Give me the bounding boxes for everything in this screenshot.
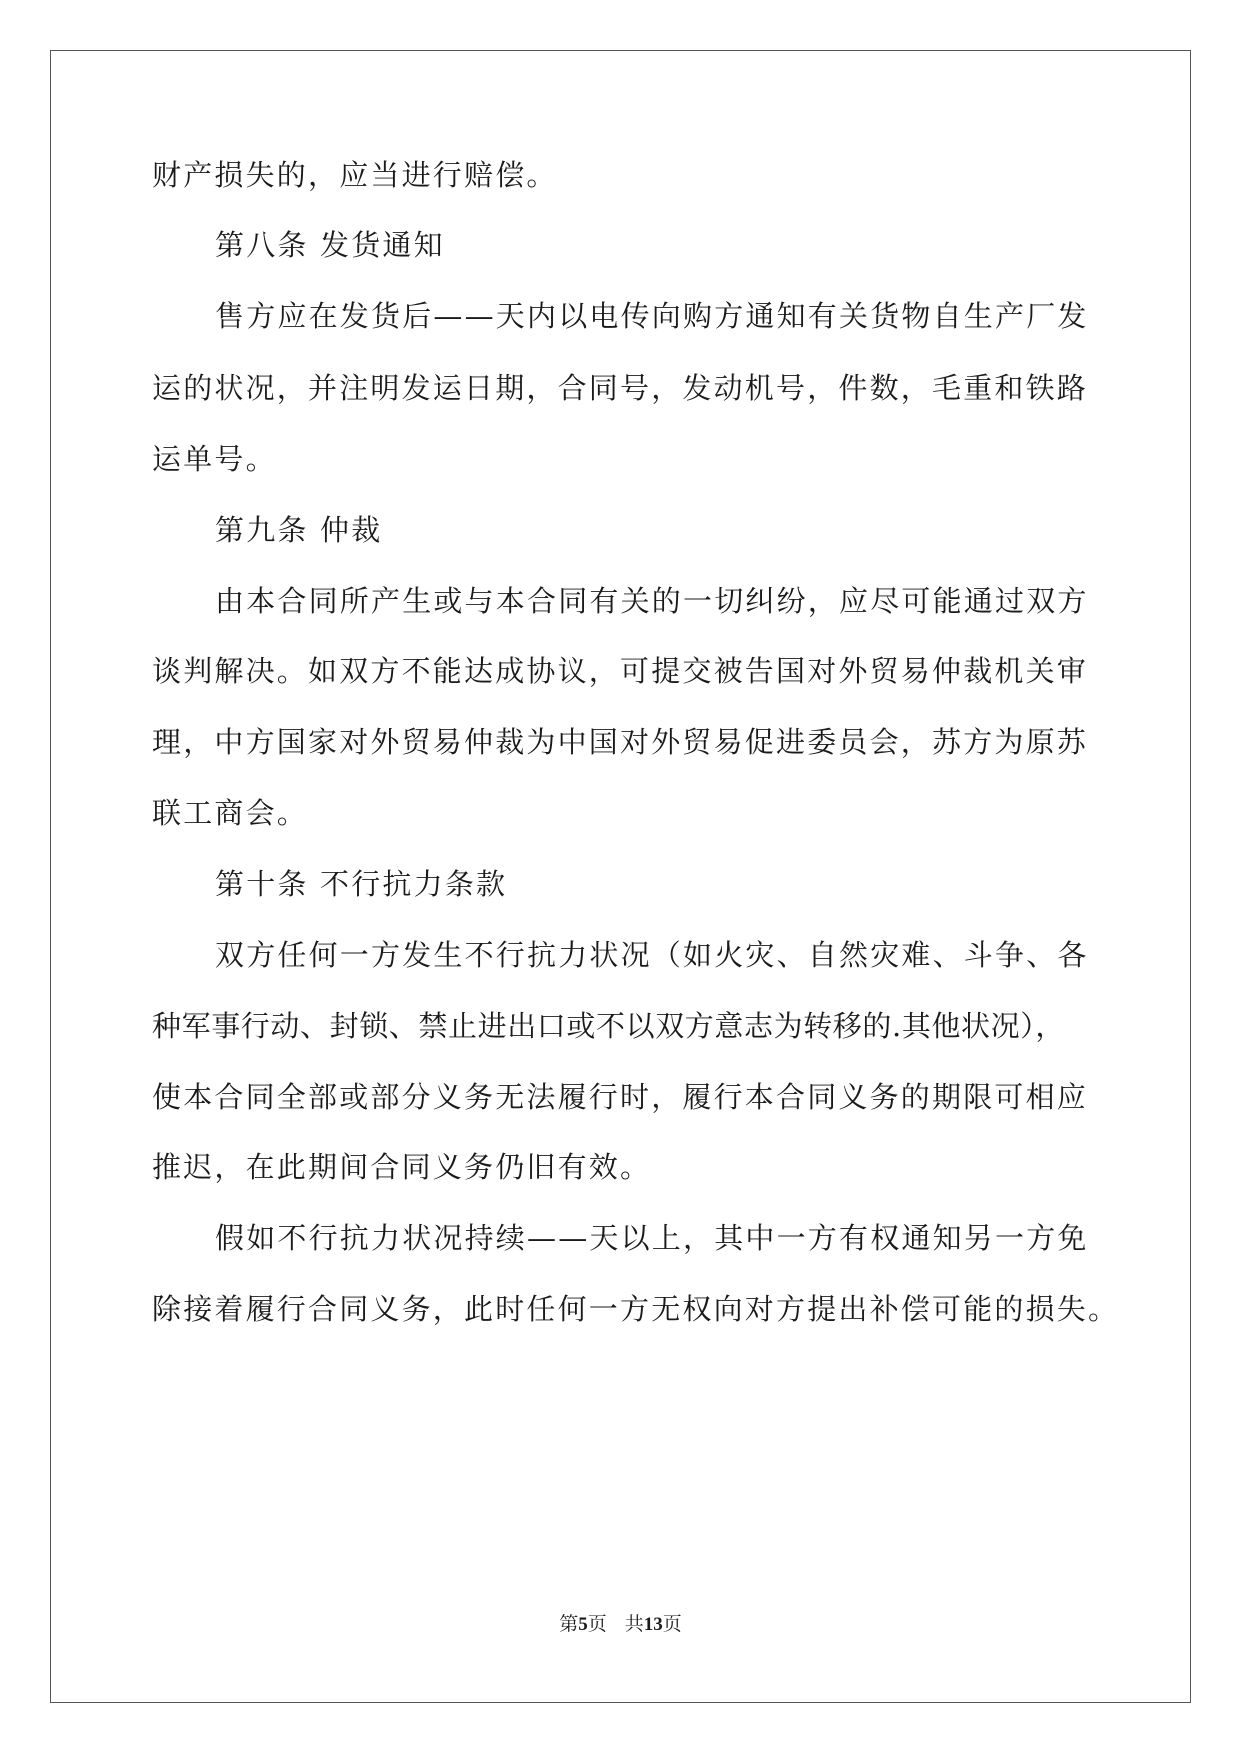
text-line: 谈判解决。如双方不能达成协议，可提交被告国对外贸易仲裁机关审: [152, 654, 1089, 688]
text-line: 除接着履行合同义务，此时任何一方无权向对方提出补偿可能的损失。: [152, 1292, 1120, 1326]
page-suffix: 页: [587, 1613, 607, 1635]
text-line: 财产损失的，应当进行赔偿。: [152, 158, 558, 192]
total-prefix: 共: [624, 1613, 644, 1635]
text-line: 联工商会。: [152, 796, 309, 830]
page-footer: [0, 1612, 1241, 1637]
page-prefix: 第: [559, 1613, 579, 1635]
text-line: 使本合同全部或部分义务无法履行时，履行本合同义务的期限可相应: [152, 1080, 1089, 1114]
section-heading: 第十条 不行抗力条款: [215, 867, 508, 901]
text-line: 运单号。: [152, 442, 277, 476]
text-line: 双方任何一方发生不行抗力状况（如火灾、自然灾难、斗争、各: [215, 938, 1089, 972]
text-line: 由本合同所产生或与本合同有关的一切纠纷，应尽可能通过双方: [215, 584, 1089, 618]
total-suffix: 页: [662, 1613, 682, 1635]
text-line: 种军事行动、封锁、禁止进出口或不以双方意志为转移的.其他状况），: [152, 1009, 1065, 1043]
total-pages: 13: [643, 1614, 663, 1635]
section-heading: 第九条 仲裁: [215, 513, 383, 547]
text-line: 理，中方国家对外贸易仲裁为中国对外贸易促进委员会，苏方为原苏: [152, 725, 1089, 759]
text-line: 推迟，在此期间合同义务仍旧有效。: [152, 1150, 652, 1184]
text-line: 售方应在发货后——天内以电传向购方通知有关货物自生产厂发: [215, 299, 1089, 333]
section-heading: 第八条 发货通知: [215, 228, 445, 262]
text-line: 假如不行抗力状况持续——天以上，其中一方有权通知另一方免: [215, 1221, 1089, 1255]
page-number: 5: [578, 1614, 588, 1635]
text-line: 运的状况，并注明发运日期，合同号，发动机号，件数，毛重和铁路: [152, 371, 1089, 405]
